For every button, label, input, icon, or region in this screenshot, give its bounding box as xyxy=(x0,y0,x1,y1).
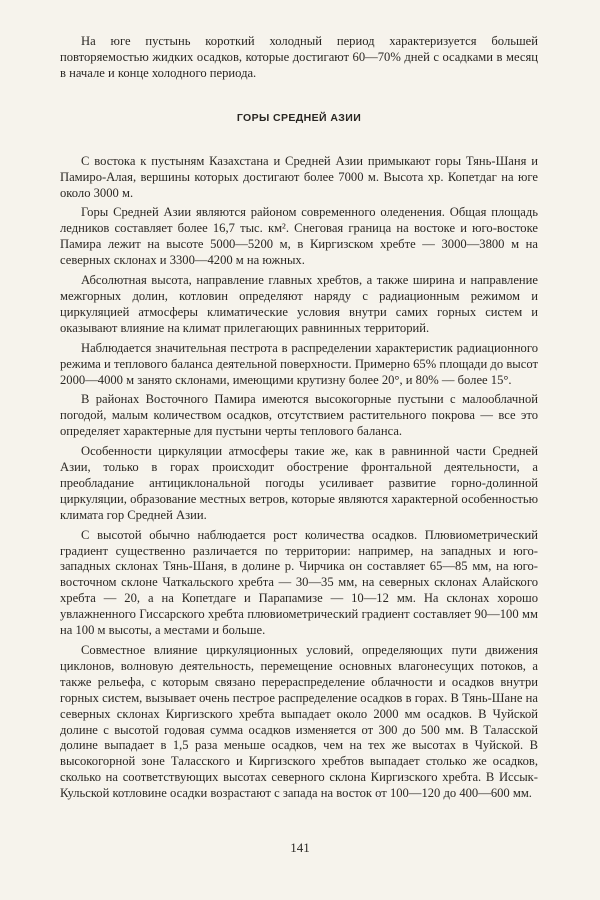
paragraph: Особенности циркуляции атмосферы такие же, как в равнинной части Средней Азии, только в горах происходит обострение фронтальной деятельности, а преобладание антициклональной погоды усиливает развитие горно-долинной циркуляции, образование местных ветров, которые являются характерной особенностью климата гор Средней Азии. xyxy=(60,444,538,522)
paragraph: Совместное влияние циркуляционных условий, определяющих пути движения циклонов, волновую деятельность, перемещение основных влагонесущих потоков, а также рельефа, с которым связано перераспределение облачности и осадков внутри горных систем, вызывает очень пестрое распределение осадков в горах. В Тянь-Шане на северных склонах Киргизского хребта выпадает около 2000 мм осадков. В Чуйской долине с высотой годовая сумма осадков изменяется от 300 до 500 мм. В Таласской долине выпадает в 1,5 раза меньше осадков, чем на тех же высотах в Чуйской. В высокогорной зоне Таласского и Киргизского хребтов выпадает столько же осадков, сколько на соответствующих высотах северного склона Киргизского хребта. В Иссык-Кульской котловине осадки возрастают с запада на восток от 100—120 до 400—600 мм. xyxy=(60,643,538,801)
page-body xyxy=(60,34,538,802)
section-heading: ГОРЫ СРЕДНЕЙ АЗИИ xyxy=(236,111,362,124)
paragraph: Горы Средней Азии являются районом современного оледенения. Общая площадь ледников составляет более 16,7 тыс. км². Снеговая граница на востоке и юго-востоке Памира лежит на высоте 5000—5200 м, в Киргизском хребте — 3000—3800 м на северных склонах и 3300—4200 м на южных. xyxy=(60,205,538,268)
paragraph: Наблюдается значительная пестрота в распределении характеристик радиационного режима и теплового баланса деятельной поверхности. Примерно 65% площади до высот 2000—4000 м занято склонами, имеющими крутизну более 20°, и 80% — более 15°. xyxy=(60,340,538,387)
paragraph: С высотой обычно наблюдается рост количества осадков. Плювиометрический градиент существенно различается по территории: например, на западных и юго-западных склонах Тянь-Шаня, в долине р. Чирчика он составляет 65—85 мм, на юго-восточном склоне Чаткальского хребта — 30—35 мм, на северных склонах Алайского хребта — 20, а на Копетдаге и Парапамизе — 10—12 мм. На склонах хорошо увлажненного Гиссарского хребта плювиометрический градиент составляет 90—100 мм на 100 м высоты, а местами и больше. xyxy=(60,527,538,638)
paragraph: С востока к пустыням Казахстана и Средней Азии примыкают горы Тянь-Шаня и Памиро-Алая, вершины которых достигают более 7000 м. Высота хр. Копетдаг на юге около 3000 м. xyxy=(60,153,538,200)
intro-paragraph: На юге пустынь короткий холодный период характеризуется большей повторяемостью жидких осадков, которые достигают 60—70% дней с осадками в месяц в начале и конце холодного периода. xyxy=(60,34,538,80)
paragraph: В районах Восточного Памира имеются высокогорные пустыни с малооблачной погодой, малым количеством осадков, отсутствием растительного покрова — все это определяет характерные для пустыни черты теплового баланса. xyxy=(60,392,538,439)
page-number: 141 xyxy=(290,840,310,855)
paragraph: Абсолютная высота, направление главных хребтов, а также ширина и направление межгорных долин, котловин определяют наряду с радиационным режимом и циркуляцией атмосферы климатические условия внутри самих горных систем и оказывают влияние на климат прилегающих равнинных территорий. xyxy=(60,273,538,335)
